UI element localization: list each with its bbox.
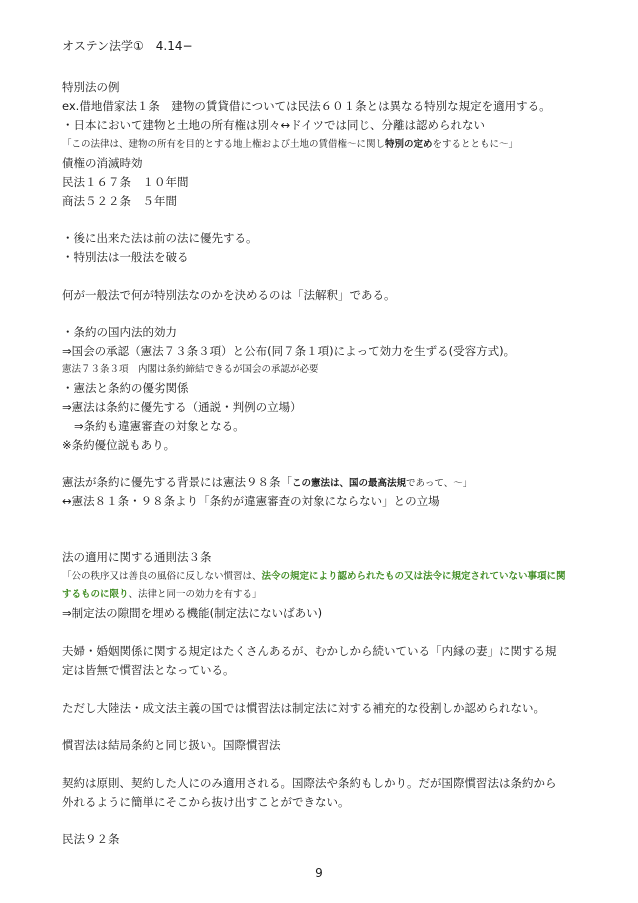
text-line: ↔憲法８１条・９８条より「条約が違憲審査の対象にならない」との立場 xyxy=(62,494,440,508)
quote-text: 「公の秩序又は善良の風俗に反しない慣習は、 xyxy=(62,571,262,582)
text-line: ⇒憲法は条約に優先する（通説・判例の立場） xyxy=(62,400,302,414)
quote-text: をするとともに〜」 xyxy=(432,139,519,150)
page-title: オステン法学① 4.14− xyxy=(62,39,193,53)
text-line: ⇒条約も違憲審査の対象となる。 xyxy=(74,419,245,433)
text-line: ・憲法と条約の優劣関係 xyxy=(62,381,189,395)
quote-line xyxy=(62,137,518,153)
text-span: 憲法が条約に優先する背景には憲法９８条「 xyxy=(62,475,292,489)
quote-emphasis: 特別の定め xyxy=(385,139,433,150)
text-line: ⇒制定法の隙間を埋める機能(制定法にないばあい) xyxy=(62,606,323,620)
text-line: 民法１６７条 １０年間 xyxy=(62,175,189,189)
quote-highlight: するものに限り xyxy=(62,589,129,600)
text-line: 定は皆無で慣習法となっている。 xyxy=(62,663,235,677)
text-line: 何が一般法で何が特別法なのかを決めるのは「法解釈」である。 xyxy=(62,288,396,302)
text-line: 慣習法は結局条約と同じ扱い。国際慣習法 xyxy=(62,738,281,752)
quote-emphasis: この憲法は、国の最高法規 xyxy=(292,478,407,489)
text-line: ⇒国会の承認（憲法７３条３項）と公布(同７条１項)によって効力を生ずる(受容方式)。 xyxy=(62,344,516,358)
page-number: 9 xyxy=(315,866,323,880)
text-line: ただし大陸法・成文法主義の国では慣習法は制定法に対する補充的な役割しか認められない。 xyxy=(62,701,545,715)
quote-text: 「この法律は、建物の所有を目的とする地上権および土地の賃借権〜に関し xyxy=(62,139,386,150)
text-line: 外れるように簡単にそこから抜け出すことができない。 xyxy=(62,795,350,809)
text-line: ・後に出来た法は前の法に優先する。 xyxy=(62,231,258,245)
text-line: 特別法の例 xyxy=(62,80,120,94)
text-line: ・日本において建物と土地の所有権は別々↔ドイツでは同じ、分離は認められない xyxy=(62,118,486,132)
quote-text: 、法律と同一の効力を有する」 xyxy=(128,589,262,600)
note-line: 憲法７３条３項 内閣は条約締結できるが国会の承認が必要 xyxy=(62,364,319,375)
text-line: 商法５２２条 ５年間 xyxy=(62,194,177,208)
quote-line xyxy=(62,587,262,603)
text-line: 民法９２条 xyxy=(62,832,120,846)
text-line: ex.借地借家法１条 建物の賃貸借については民法６０１条とは異なる特別な規定を適用する。 xyxy=(62,99,551,113)
text-line: 契約は原則、契約した人にのみ適用される。国際法や条約もしかり。だが国際慣習法は条約から xyxy=(62,776,557,790)
text-line: 債権の消滅時効 xyxy=(62,156,143,170)
text-span: であって、〜」 xyxy=(406,478,473,489)
text-line: ・条約の国内法的効力 xyxy=(62,325,177,339)
quote-highlight: 法令の規定により認められたもの又は法令に規定されていない事項に関 xyxy=(261,571,566,582)
text-line: 法の適用に関する通則法３条 xyxy=(62,550,212,564)
text-line: ※条約優位説もあり。 xyxy=(62,438,176,452)
quote-line xyxy=(62,569,566,585)
text-line: 夫婦・婚姻関係に関する規定はたくさんあるが、むかしから続いている「内縁の妻」に関する規 xyxy=(62,644,557,658)
text-line xyxy=(62,474,472,492)
text-line: ・特別法は一般法を破る xyxy=(62,250,189,264)
